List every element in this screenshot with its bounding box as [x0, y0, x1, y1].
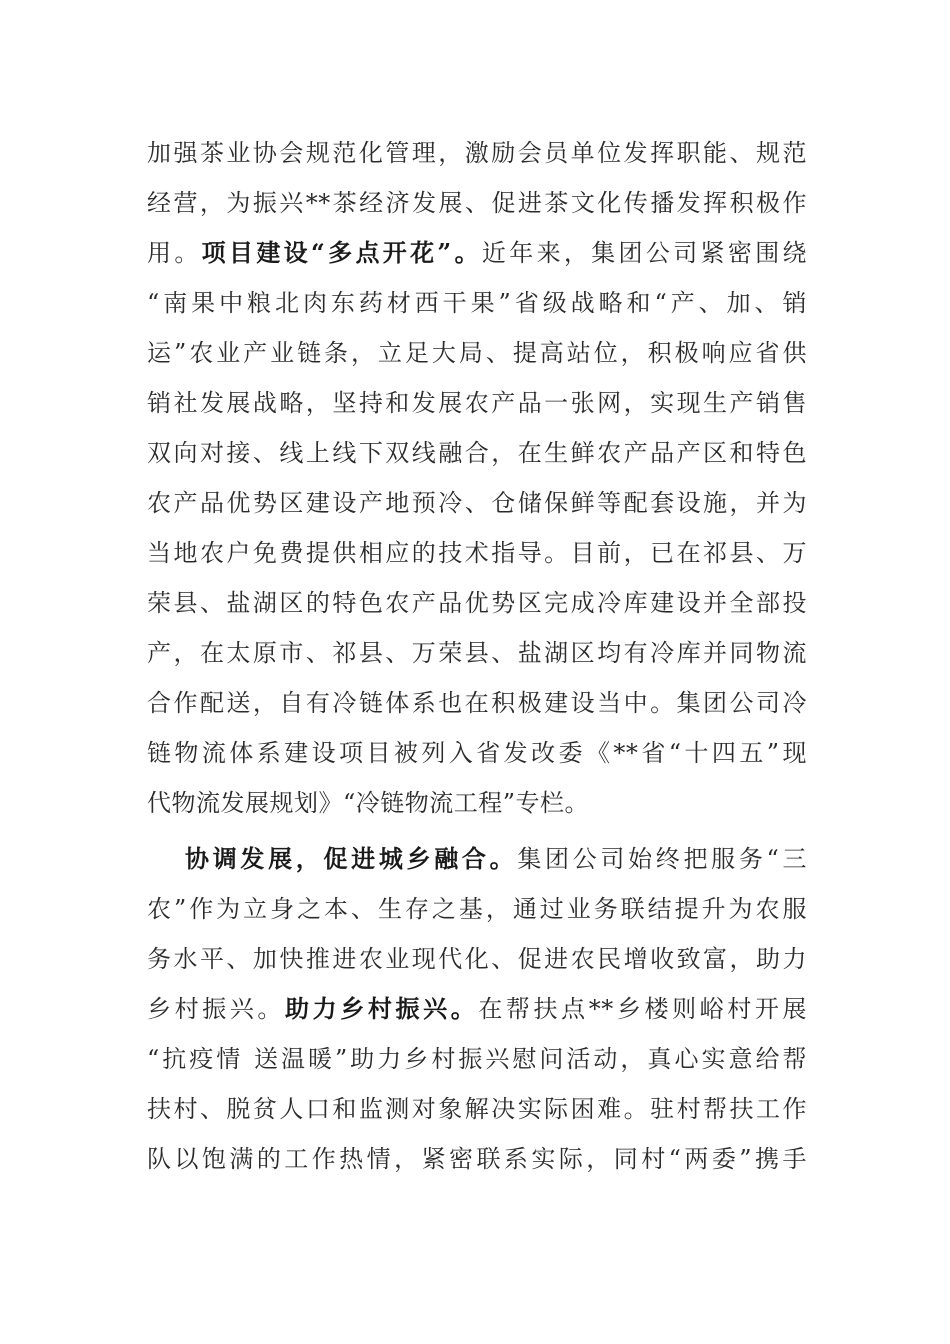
text-line: 产，在太原市、祁县、万荣县、盐湖区均有冷库并同物流 — [147, 639, 807, 667]
text-line: 用。项目建设“多点开花”。近年来，集团公司紧密围绕 — [147, 238, 808, 267]
paragraph-project-construction — [147, 128, 807, 828]
text-line: 加强茶业协会规范化管理，激励会员单位发挥职能、规范 — [147, 139, 807, 167]
text-line: “抗疫情 送温暖”助力乡村振兴慰问活动，真心实意给帮 — [147, 1045, 807, 1073]
text-line: “南果中粮北肉东药材西干果”省级战略和“产、加、销 — [147, 289, 807, 317]
text-line: 农”作为立身之本、生存之基，通过业务联结提升为农服 — [147, 895, 807, 923]
bold-heading-coordinated: 协调发展，促进城乡融合。 — [185, 844, 518, 873]
paragraph-coordinated-development — [147, 834, 807, 1184]
text-line: 合作配送，自有冷链体系也在积极建设当中。集团公司冷 — [147, 689, 807, 717]
text-line: 协调发展，促进城乡融合。集团公司始终把服务“三 — [185, 844, 807, 873]
text-line: 乡村振兴。助力乡村振兴。在帮扶点**乡楼则峪村开展 — [147, 994, 808, 1023]
text-line: 队以饱满的工作热情，紧密联系实际，同村“两委”携手 — [147, 1145, 807, 1173]
bold-heading-project: 项目建设“多点开花”。 — [201, 238, 482, 267]
text-line: 经营，为振兴**茶经济发展、促进茶文化传播发挥积极作 — [147, 189, 807, 217]
text-line: 扶村、脱贫人口和监测对象解决实际困难。驻村帮扶工作 — [147, 1095, 807, 1123]
text-line: 代物流发展规划》“冷链物流工程”专栏。 — [147, 789, 590, 817]
text-line: 当地农户免费提供相应的技术指导。目前，已在祁县、万 — [147, 539, 807, 567]
text-line: 销社发展战略，坚持和发展农产品一张网，实现生产销售 — [147, 389, 807, 417]
text-line: 双向对接、线上线下双线融合，在生鲜农产品产区和特色 — [147, 439, 807, 467]
text-line: 荣县、盐湖区的特色农产品优势区完成冷库建设并全部投 — [147, 589, 807, 617]
text-line: 务水平、加快推进农业现代化、促进农民增收致富，助力 — [147, 945, 807, 973]
text-line: 农产品优势区建设产地预冷、仓储保鲜等配套设施，并为 — [147, 489, 807, 517]
bold-heading-rural: 助力乡村振兴。 — [285, 994, 479, 1023]
text-line: 链物流体系建设项目被列入省发改委《**省“十四五”现 — [147, 739, 807, 767]
text-line: 运”农业产业链条，立足大局、提高站位，积极响应省供 — [147, 339, 807, 367]
